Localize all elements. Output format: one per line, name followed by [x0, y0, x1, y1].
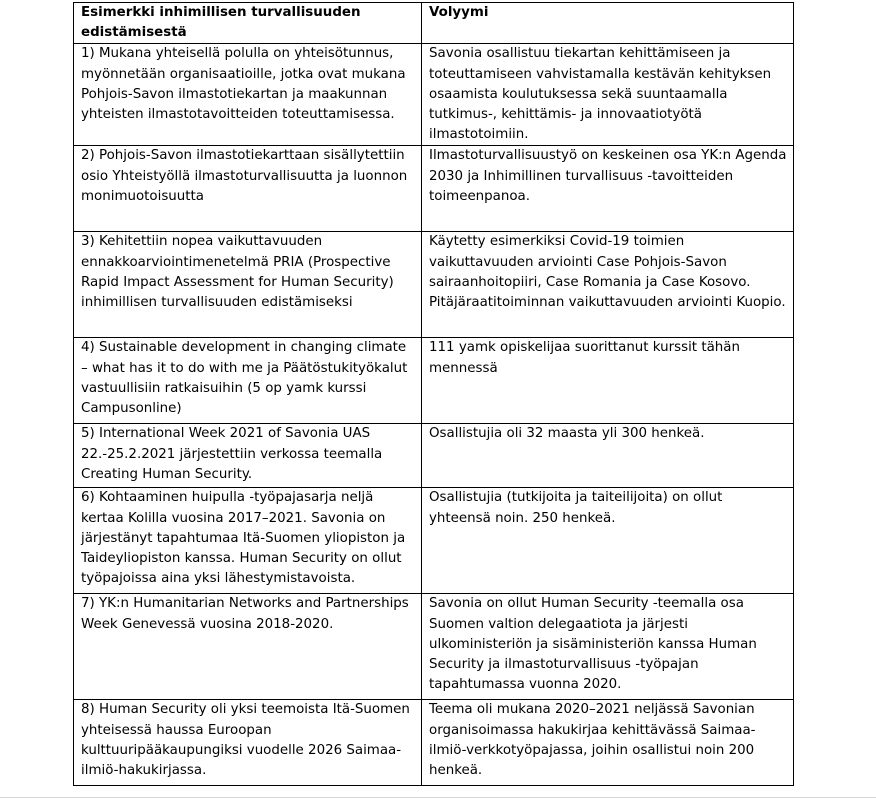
- example-cell: 5) International Week 2021 of Savonia UAS 22.-25.2.2021 järjestettiin verkossa teemalla Creating Human Security.: [74, 424, 422, 488]
- table-row: [74, 488, 794, 594]
- table-row: [74, 232, 794, 338]
- volume-cell: Savonia on ollut Human Security -teemalla osa Suomen valtion delegaatiota ja järjesti ulkoministeriön ja sisäministeriön kanssa Human Security ja ilmastoturvallisuus -työpajan tapahtumassa vuonna 2020.: [422, 594, 794, 700]
- volume-cell: Savonia osallistuu tiekartan kehittämiseen ja toteuttamiseen vahvistamalla kestävän kehityksen osaamista koulutuksessa sekä suuntaamalla tutkimus-, kehittämis- ja innovaatiotyötä ilmastotoimiin.: [422, 44, 794, 146]
- example-cell: 2) Pohjois-Savon ilmastotiekarttaan sisällytettiin osio Yhteistyöllä ilmastoturvallisuutta ja luonnon monimuotoisuutta: [74, 146, 422, 232]
- table-row: [74, 338, 794, 424]
- volume-cell: 111 yamk opiskelijaa suorittanut kurssit tähän mennessä: [422, 338, 794, 424]
- header-example: Esimerkki inhimillisen turvallisuuden edistämisestä: [74, 3, 422, 44]
- example-cell: 4) Sustainable development in changing climate – what has it to do with me ja Päätöstukityökalut vastuullisiin ratkaisuihin (5 op yamk kurssi Campusonline): [74, 338, 422, 424]
- example-cell: 8) Human Security oli yksi teemoista Itä-Suomen yhteisessä haussa Euroopan kulttuuripääkaupungiksi vuodelle 2026 Saimaa-ilmiö-hakukirjassa.: [74, 700, 422, 786]
- page-bottom-divider: [0, 797, 876, 798]
- example-cell: 3) Kehitettiin nopea vaikuttavuuden ennakkoarviointimenetelmä PRIA (Prospective Rapid Impact Assessment for Human Security) inhimillisen turvallisuuden edistämiseksi: [74, 232, 422, 338]
- volume-cell: Osallistujia (tutkijoita ja taiteilijoita) on ollut yhteensä noin. 250 henkeä.: [422, 488, 794, 594]
- table-row: [74, 146, 794, 232]
- header-volume: Volyymi: [422, 3, 794, 44]
- example-cell: 7) YK:n Humanitarian Networks and Partnerships Week Genevessä vuosina 2018-2020.: [74, 594, 422, 700]
- table-row: [74, 700, 794, 786]
- table-row: [74, 594, 794, 700]
- volume-cell: Teema oli mukana 2020–2021 neljässä Savonian organisoimassa hakukirjaa kehittävässä Saimaa-ilmiö-verkkotyöpajassa, joihin osallistui noin 200 henkeä.: [422, 700, 794, 786]
- volume-cell: Käytetty esimerkiksi Covid-19 toimien vaikuttavuuden arviointi Case Pohjois-Savon sairaanhoitopiiri, Case Romania ja Case Kosovo. Pitäjäraatitoiminnan vaikuttavuuden arviointi Kuopio.: [422, 232, 794, 338]
- volume-cell: Ilmastoturvallisuustyö on keskeinen osa YK:n Agenda 2030 ja Inhimillinen turvallisuus -tavoitteiden toimeenpanoa.: [422, 146, 794, 232]
- table-header-row: [74, 3, 794, 44]
- table-row: [74, 44, 794, 146]
- table-row: [74, 424, 794, 488]
- example-cell: 6) Kohtaaminen huipulla -työpajasarja neljä kertaa Kolilla vuosina 2017–2021. Savonia on järjestänyt tapahtumaa Itä-Suomen yliopiston ja Taideyliopiston kanssa. Human Security on ollut työpajoissa aina yksi lähestymistavoista.: [74, 488, 422, 594]
- example-cell: 1) Mukana yhteisellä polulla on yhteisötunnus, myönnetään organisaatioille, jotka ovat mukana Pohjois-Savon ilmastotiekartan ja maakunnan yhteisten ilmastotavoitteiden toteuttamisessa.: [74, 44, 422, 146]
- examples-table: [73, 2, 794, 786]
- volume-cell: Osallistujia oli 32 maasta yli 300 henkeä.: [422, 424, 794, 488]
